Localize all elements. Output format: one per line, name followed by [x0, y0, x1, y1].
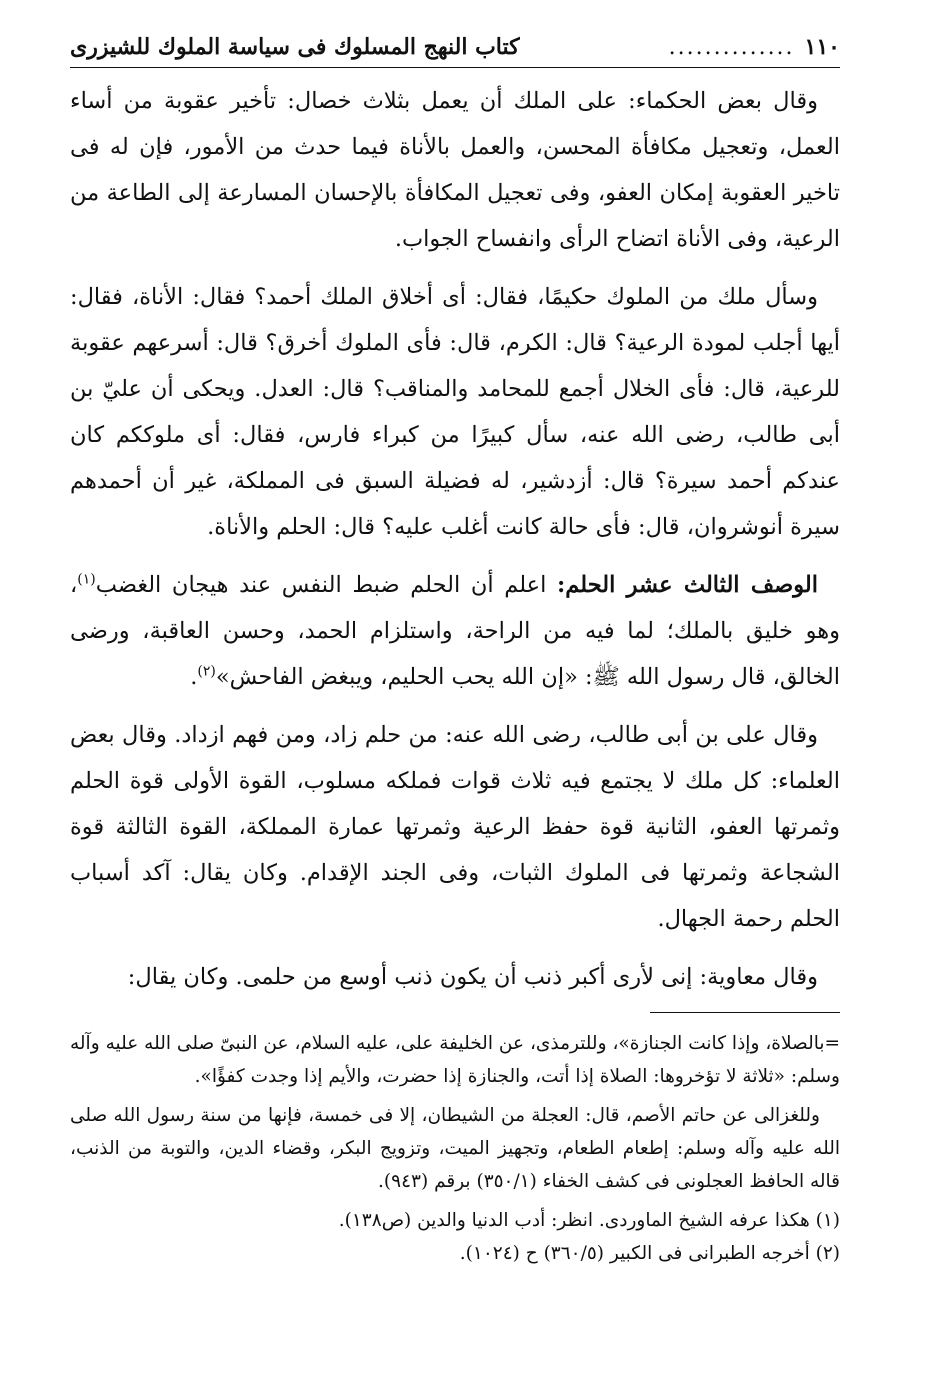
section-heading: الوصف الثالث عشر الحلم:: [556, 572, 818, 598]
book-page: [70, 30, 840, 1270]
paragraph-4: وقال على بن أبى طالب، رضى الله عنه: من حلم زاد، ومن فهم ازداد. وقال بعض العلماء: كل ملك لا يجتمع فيه ثلاث قوات فملكه مسلوب، القوة الأولى قوة الحلم وثمرتها العفو، الثانية قوة حفظ الرعية وثمرتها عمارة المملكة، القوة الثالثة قوة الشجاعة وثمرتها فى الملوك الثبات، وفى الجند الإقدام. وكان يقال: آكد أسباب الحلم رحمة الجهال.: [70, 722, 840, 932]
paragraph-3-part-c: .: [190, 664, 198, 690]
paragraph-3-part-a: اعلم أن الحلم ضبط النفس عند هيجان الغضب: [95, 572, 557, 598]
paragraph-5: وقال معاوية: إنى لأرى أكبر ذنب أن يكون ذنب أوسع من حلمى. وكان يقال:: [127, 964, 818, 990]
footnote-continuation: =بالصلاة، وإذا كانت الجنازة»، وللترمذى، عن الخليفة على، عليه السلام، عن النبىّ صلى الله عليه وآله وسلم: «ثلاثة لا تؤخروها: الصلاة إذا أتت، والجنازة إذا حضرت، والأيم إذا وجدت كفؤًا».: [70, 1033, 840, 1087]
paragraph-3-part-b: ، وهو خليق بالملك؛ لما فيه من الراحة، واستلزام الحمد، وحسن العاقبة، ورضى الخالق، قال رسول الله ﷺ: «إن الله يحب الحليم، ويبغض الفاحش»: [70, 572, 840, 690]
footnote-2: (٢) أخرجه الطبرانى فى الكبير (٣٦٠/٥) ح (١٠٢٤).: [459, 1243, 840, 1264]
footnote-separator: [650, 1012, 840, 1013]
paragraph-1: وقال بعض الحكماء: على الملك أن يعمل بثلاث خصال: تأخير عقوبة من أساء العمل، وتعجيل مكافأة المحسن، والعمل بالأناة فيما حدث من الأمور، فإن له فى تاخير العقوبة إمكان العفو، وفى تعجيل المكافأة بالإحسان المسارعة إلى الطاعة من الرعية، وفى الأناة اتضاح الرأى وانفساح الجواب.: [70, 88, 840, 252]
paragraph-2: وسأل ملك من الملوك حكيمًا، فقال: أى أخلاق الملك أحمد؟ فقال: الأناة، فقال: أيها أجلب لمودة الرعية؟ قال: الكرم، قال: فأى الملوك أخرق؟ قال: أسرعهم عقوبة للرعية، قال: فأى الخلال أجمع للمحامد والمناقب؟ قال: العدل. ويحكى أن عليّ بن أبى طالب، رضى الله عنه، سأل كبيرًا من كبراء فارس، فقال: أى ملوككم كان عندكم أحمد سيرة؟ قال: أزدشير، له فضيلة السبق فى المملكة، غير أن أحمدهم سيرة أنوشروان، قال: فأى حالة كانت أغلب عليه؟ قال: الحلم والأناة.: [70, 284, 840, 540]
running-header: [70, 30, 840, 68]
footnote-1: (١) هكذا عرفه الشيخ الماوردى. انظر: أدب الدنيا والدين (ص١٣٨).: [338, 1210, 840, 1231]
footnote-ref-1: (١): [77, 571, 96, 588]
footnote-ref-2: (٢): [197, 663, 216, 680]
footnote-ghazali: وللغزالى عن حاتم الأصم، قال: العجلة من الشيطان، إلا فى خمسة، فإنها من سنة رسول الله صلى الله عليه وآله وسلم: إطعام الطعام، وتجهيز الميت، وتزويج البكر، وقضاء الدين، والتوبة من الذنب، قاله الحافظ العجلونى فى كشف الخفاء (٣٥٠/١) برقم (٩٤٣).: [70, 1105, 840, 1192]
header-dots: ..............: [668, 35, 795, 60]
paragraph-3: [70, 562, 840, 700]
page-number: ١١٠: [804, 34, 840, 60]
book-title: كتاب النهج المسلوك فى سياسة الملوك للشيزرى: [70, 34, 520, 60]
